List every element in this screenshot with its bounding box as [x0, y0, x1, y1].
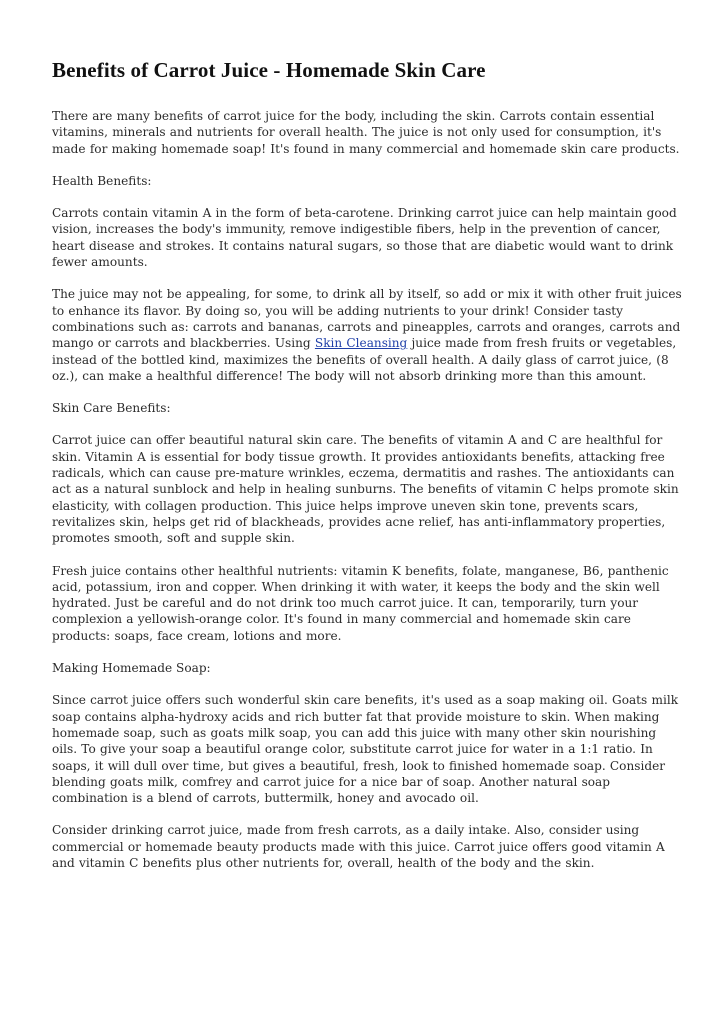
health-paragraph-2-text-before: The juice may not be appealing, for some, to drink all by itself, so add or mix it with other fruit juices to enhance its flavor. By doing so, you will be adding nutrients to your drink! Consider tasty combinations such as: carrots and bananas, carrots and pineapples, carrots and oranges, carrots and mango or carrots and blackberries. Using [52, 287, 682, 351]
intro-paragraph: There are many benefits of carrot juice for the body, including the skin. Carrots contain essential vitamins, minerals and nutrients for overall health. The juice is not only used for consumption, it's made for making homemade soap! It's found in many commercial and homemade skin care products. [52, 109, 680, 156]
skin-care-paragraph-2: Fresh juice contains other healthful nutrients: vitamin K benefits, folate, manganese, B6, panthenic acid, potassium, iron and copper. When drinking it with water, it keeps the body and the skin well hydrated. Just be careful and do not drink too much carrot juice. It can, temporarily, turn your complexion a yellowish-orange color. It's found in many commercial and homemade skin care products: soaps, face cream, lotions and more. [52, 563, 669, 643]
health-paragraph-2 [52, 286, 682, 384]
closing-paragraph: Consider drinking carrot juice, made from fresh carrots, as a daily intake. Also, consider using commercial or homemade beauty products made with this juice. Carrot juice offers good vitamin A and vitamin C benefits plus other nutrients for, overall, health of the body and the skin. [52, 823, 665, 870]
skin-care-paragraph-1: Carrot juice can offer beautiful natural skin care. The benefits of vitamin A and C are healthful for skin. Vitamin A is essential for body tissue growth. It provides antioxidants benefits, attacking free radicals, which can cause pre-mature wrinkles, eczema, dermatitis and rashes. The antioxidants can act as a natural sunblock and help in healing sunburns. The benefits of vitamin C helps promote skin elasticity, with collagen production. This juice helps improve uneven skin tone, prevents scars, revitalizes skin, helps get rid of blackheads, provides acne relief, has anti-inflammatory properties, promotes smooth, soft and supple skin. [52, 433, 679, 546]
section-heading-skin-care: Skin Care Benefits: [52, 401, 171, 416]
soap-paragraph: Since carrot juice offers such wonderful skin care benefits, it's used as a soap making oil. Goats milk soap contains alpha-hydroxy acids and rich butter fat that provide moisture to skin. When making homemade soap, such as goats milk soap, you can add this juice with many other skin nourishing oils. To give your soap a beautiful orange color, substitute carrot juice for water in a 1:1 ratio. In soaps, it will dull over time, but gives a beautiful, fresh, look to finished homemade soap. Consider blending goats milk, comfrey and carrot juice for a nice bar of soap. Another natural soap combination is a blend of carrots, buttermilk, honey and avocado oil. [52, 693, 679, 806]
health-paragraph-1: Carrots contain vitamin A in the form of beta-carotene. Drinking carrot juice can help maintain good vision, increases the body's immunity, remove indigestible fibers, help in the prevention of cancer, heart disease and strokes. It contains natural sugars, so those that are diabetic would want to drink fewer amounts. [52, 206, 677, 270]
section-heading-soap: Making Homemade Soap: [52, 661, 211, 676]
health-paragraph-2-text-after: juice made from fresh fruits or vegetables, instead of the bottled kind, maximizes the benefits of overall health. A daily glass of carrot juice, (8 oz.), can make a healthful difference! The body will not absorb drinking more than this amount. [52, 336, 677, 383]
page-title: Benefits of Carrot Juice - Homemade Skin Care [52, 58, 486, 82]
section-heading-health: Health Benefits: [52, 173, 152, 188]
skin-cleansing-link[interactable]: Skin Cleansing [314, 336, 408, 351]
document-page [52, 56, 682, 887]
